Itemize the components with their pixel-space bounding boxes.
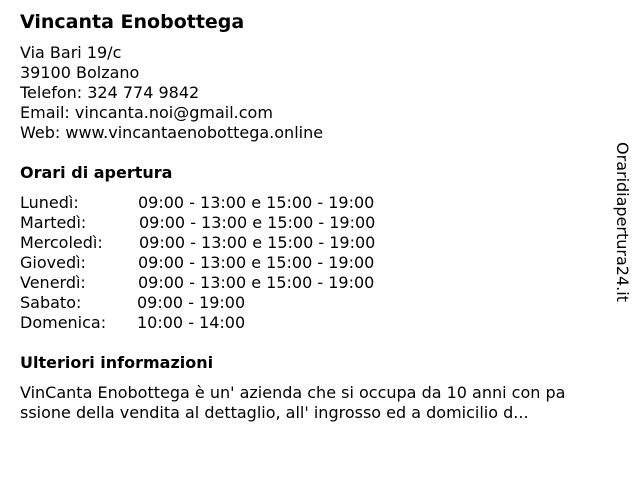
time-range: 09:00 - 13:00 e 15:00 - 19:00 (138, 273, 375, 292)
time-range: 09:00 - 13:00 e 15:00 - 19:00 (139, 233, 376, 252)
email-line: Email: vincanta.noi@gmail.com (20, 103, 273, 122)
day-label: Lunedì: (20, 193, 79, 212)
info-heading: Ulteriori informazioni (20, 353, 214, 372)
web-line: Web: www.vincantaenobottega.online (20, 123, 324, 142)
site-watermark: Oraridiapertura24.it (613, 142, 632, 302)
day-label: Sabato: (20, 293, 82, 312)
time-range: 10:00 - 14:00 (137, 313, 246, 332)
day-label: Martedì: (20, 213, 87, 232)
address-city: 39100 Bolzano (20, 63, 140, 82)
info-description (20, 383, 580, 423)
time-range: 09:00 - 13:00 e 15:00 - 19:00 (139, 213, 376, 232)
day-label: Venerdì: (20, 273, 86, 292)
business-name: Vincanta Enobottega (20, 11, 245, 33)
info-line: VinCanta Enobottega è un' azienda che si occupa da 10 anni con pa (20, 383, 566, 402)
address-street: Via Bari 19/c (20, 43, 122, 62)
day-label: Domenica: (20, 313, 107, 332)
time-range: 09:00 - 19:00 (137, 293, 246, 312)
time-range: 09:00 - 13:00 e 15:00 - 19:00 (138, 253, 375, 272)
info-line: ssione della vendita al dettaglio, all' ingrosso ed a domicilio d... (20, 403, 529, 422)
contact-block (20, 43, 323, 143)
phone-line: Telefon: 324 774 9842 (20, 83, 200, 102)
day-label: Mercoledì: (20, 233, 103, 252)
time-range: 09:00 - 13:00 e 15:00 - 19:00 (138, 193, 375, 212)
day-label: Giovedì: (20, 253, 86, 272)
hours-heading: Orari di apertura (20, 163, 173, 182)
